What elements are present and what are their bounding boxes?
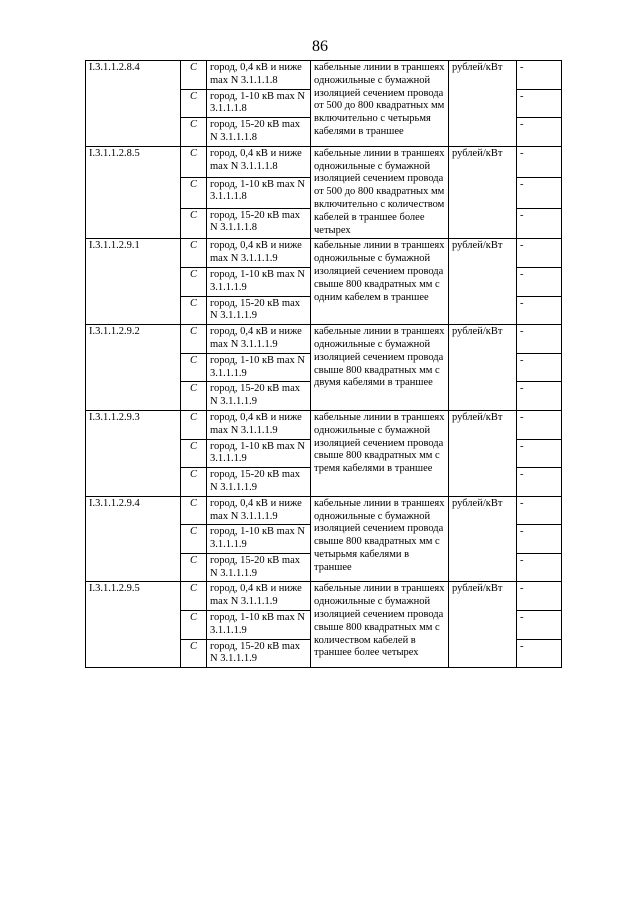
item-description: кабельные линии в траншеях одножильные с бумажной изоляцией сечением провода от 500 до 800 квадратных мм включительно с количеством кабелей в траншее более четырех [311, 146, 449, 239]
rate-value: - [517, 239, 562, 268]
voltage-category: город, 0,4 кВ и ниже max N 3.1.1.1.9 [207, 496, 311, 525]
item-code: I.3.1.1.2.9.3 [86, 410, 181, 496]
voltage-category: город, 15-20 кВ max N 3.1.1.1.9 [207, 296, 311, 325]
voltage-category: город, 1-10 кВ max N 3.1.1.1.9 [207, 267, 311, 296]
rate-value: - [517, 208, 562, 239]
voltage-category: город, 0,4 кВ и ниже max N 3.1.1.1.8 [207, 61, 311, 90]
rate-letter: С [181, 89, 207, 118]
item-unit: рублей/кВт [449, 61, 517, 147]
table-row [86, 239, 562, 268]
rate-letter: С [181, 439, 207, 468]
item-description: кабельные линии в траншеях одножильные с бумажной изоляцией сечением провода свыше 800 квадратных мм с четырьмя кабелями в траншее [311, 496, 449, 582]
rate-value: - [517, 267, 562, 296]
voltage-category: город, 0,4 кВ и ниже max N 3.1.1.1.8 [207, 146, 311, 177]
voltage-category: город, 0,4 кВ и ниже max N 3.1.1.1.9 [207, 239, 311, 268]
item-code: I.3.1.1.2.8.5 [86, 146, 181, 239]
page-number: 86 [312, 38, 328, 55]
voltage-category: город, 1-10 кВ max N 3.1.1.1.9 [207, 611, 311, 640]
voltage-category: город, 0,4 кВ и ниже max N 3.1.1.1.9 [207, 410, 311, 439]
rate-letter: С [181, 525, 207, 554]
voltage-category: город, 15-20 кВ max N 3.1.1.1.8 [207, 118, 311, 147]
rate-value: - [517, 325, 562, 354]
rate-letter: С [181, 468, 207, 497]
rate-value: - [517, 639, 562, 668]
voltage-category: город, 1-10 кВ max N 3.1.1.1.9 [207, 439, 311, 468]
rate-letter: С [181, 353, 207, 382]
item-unit: рублей/кВт [449, 496, 517, 582]
rate-value: - [517, 146, 562, 177]
voltage-category: город, 15-20 кВ max N 3.1.1.1.9 [207, 468, 311, 497]
voltage-category: город, 15-20 кВ max N 3.1.1.1.9 [207, 553, 311, 582]
rate-letter: С [181, 296, 207, 325]
rate-letter: С [181, 267, 207, 296]
rate-letter: С [181, 146, 207, 177]
item-unit: рублей/кВт [449, 325, 517, 411]
item-description: кабельные линии в траншеях одножильные с бумажной изоляцией сечением провода свыше 800 квадратных мм с количеством кабелей в траншее более четырех [311, 582, 449, 668]
voltage-category: город, 0,4 кВ и ниже max N 3.1.1.1.9 [207, 325, 311, 354]
rate-value: - [517, 611, 562, 640]
item-code: I.3.1.1.2.8.4 [86, 61, 181, 147]
item-description: кабельные линии в траншеях одножильные с бумажной изоляцией сечением провода свыше 800 квадратных мм с двумя кабелями в траншее [311, 325, 449, 411]
rate-letter: С [181, 239, 207, 268]
rate-value: - [517, 439, 562, 468]
item-description: кабельные линии в траншеях одножильные с бумажной изоляцией сечением провода от 500 до 800 квадратных мм включительно с четырьмя кабелями в траншее [311, 61, 449, 147]
table-row [86, 61, 562, 90]
table-row [86, 410, 562, 439]
item-code: I.3.1.1.2.9.5 [86, 582, 181, 668]
rate-value: - [517, 89, 562, 118]
rate-letter: С [181, 496, 207, 525]
item-unit: рублей/кВт [449, 582, 517, 668]
rate-letter: С [181, 208, 207, 239]
tariff-table [85, 60, 562, 668]
item-unit: рублей/кВт [449, 146, 517, 239]
rate-letter: С [181, 118, 207, 147]
rate-letter: С [181, 177, 207, 208]
table-body [86, 61, 562, 668]
rate-value: - [517, 382, 562, 411]
rate-value: - [517, 177, 562, 208]
voltage-category: город, 1-10 кВ max N 3.1.1.1.9 [207, 525, 311, 554]
voltage-category: город, 15-20 кВ max N 3.1.1.1.9 [207, 639, 311, 668]
table-row [86, 146, 562, 177]
rate-letter: С [181, 553, 207, 582]
item-description: кабельные линии в траншеях одножильные с бумажной изоляцией сечением провода свыше 800 квадратных мм с тремя кабелями в траншее [311, 410, 449, 496]
item-unit: рублей/кВт [449, 239, 517, 325]
item-code: I.3.1.1.2.9.1 [86, 239, 181, 325]
table-row [86, 582, 562, 611]
item-unit: рублей/кВт [449, 410, 517, 496]
item-code: I.3.1.1.2.9.2 [86, 325, 181, 411]
rate-letter: С [181, 611, 207, 640]
rate-value: - [517, 118, 562, 147]
rate-value: - [517, 468, 562, 497]
rate-value: - [517, 296, 562, 325]
rate-letter: С [181, 639, 207, 668]
rate-value: - [517, 582, 562, 611]
rate-letter: С [181, 410, 207, 439]
table-row [86, 325, 562, 354]
rate-value: - [517, 525, 562, 554]
rate-value: - [517, 61, 562, 90]
voltage-category: город, 1-10 кВ max N 3.1.1.1.9 [207, 353, 311, 382]
rate-letter: С [181, 61, 207, 90]
voltage-category: город, 1-10 кВ max N 3.1.1.1.8 [207, 177, 311, 208]
item-description: кабельные линии в траншеях одножильные с бумажной изоляцией сечением провода свыше 800 квадратных мм с одним кабелем в траншее [311, 239, 449, 325]
rate-value: - [517, 353, 562, 382]
voltage-category: город, 15-20 кВ max N 3.1.1.1.9 [207, 382, 311, 411]
voltage-category: город, 1-10 кВ max N 3.1.1.1.8 [207, 89, 311, 118]
voltage-category: город, 0,4 кВ и ниже max N 3.1.1.1.9 [207, 582, 311, 611]
rate-value: - [517, 496, 562, 525]
rate-letter: С [181, 382, 207, 411]
item-code: I.3.1.1.2.9.4 [86, 496, 181, 582]
rate-letter: С [181, 325, 207, 354]
rate-letter: С [181, 582, 207, 611]
rate-value: - [517, 410, 562, 439]
voltage-category: город, 15-20 кВ max N 3.1.1.1.8 [207, 208, 311, 239]
table-row [86, 496, 562, 525]
rate-value: - [517, 553, 562, 582]
